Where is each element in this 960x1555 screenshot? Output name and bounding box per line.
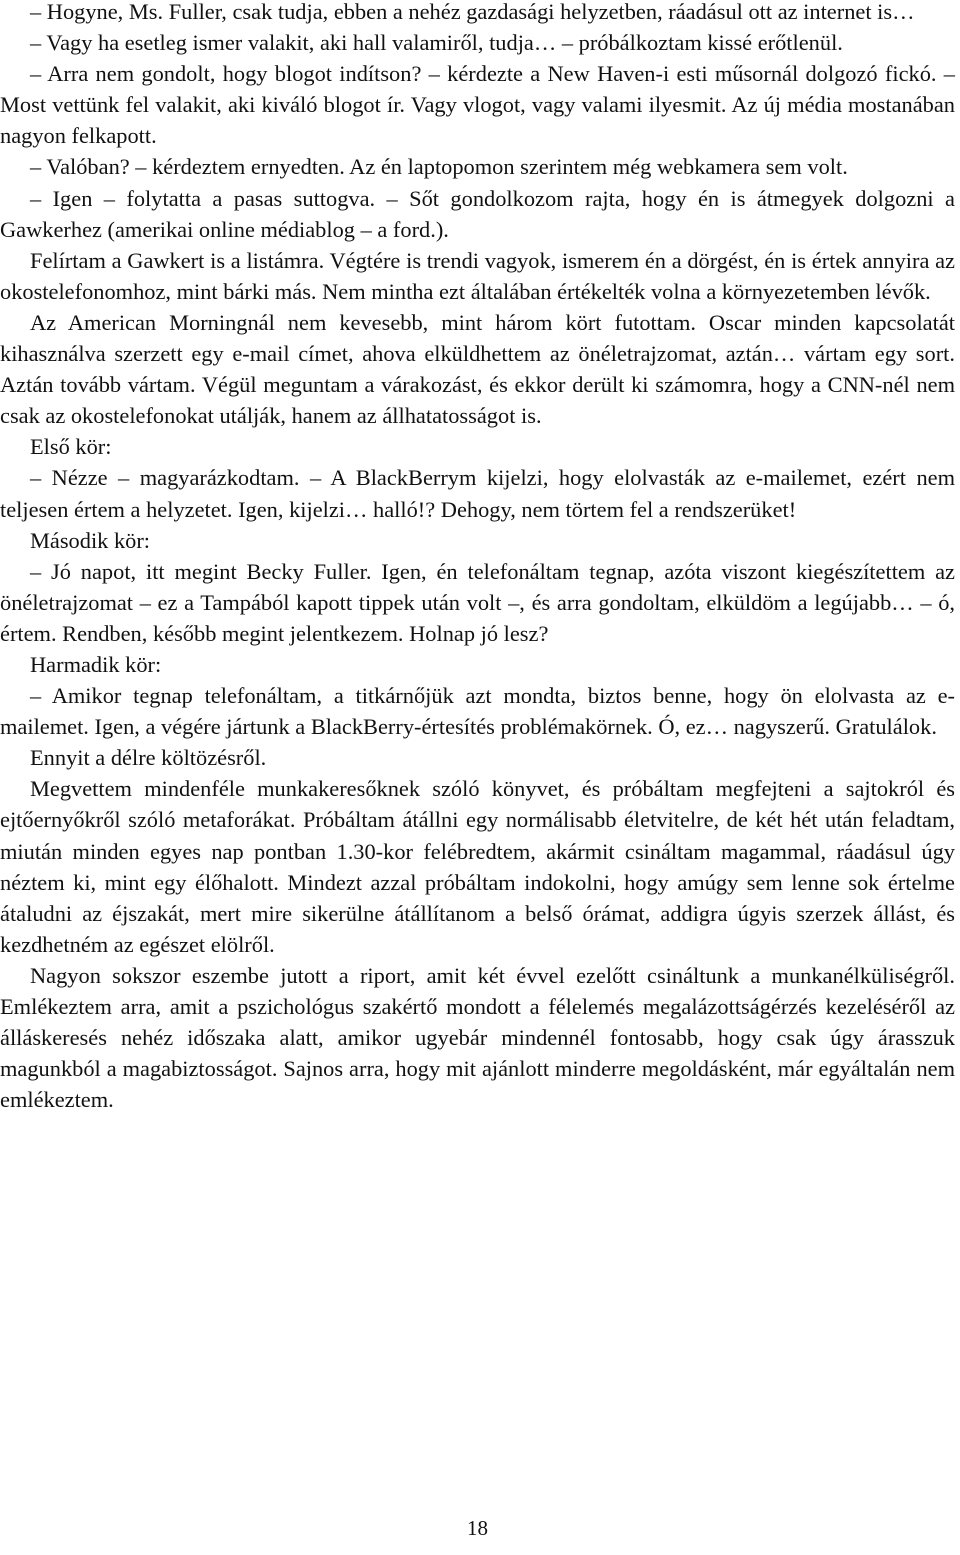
paragraph: Második kör:: [30, 527, 151, 553]
paragraph: – Jó napot, itt megint Becky Fuller. Igen, én telefonáltam tegnap, azóta viszont kiegészítettem az önéletrajzomat – ez a Tampából kapott tippek után volt –, és arra gondoltam, elküldöm a legújabb… – ó, értem. Rendben, később megint jelentkezem. Holnap jó lesz?: [0, 558, 955, 646]
paragraph: – Nézze – magyarázkodtam. – A BlackBerrym kijelzi, hogy elolvasták az e-mailemet, ezért nem teljesen értem a helyzetet. Igen, kijelzi… halló!? Dehogy, nem törtem fel a rendszerüket!: [0, 465, 955, 522]
paragraph: – Vagy ha esetleg ismer valakit, aki hall valamiről, tudja… – próbálkoztam kissé erőtlenül.: [30, 30, 843, 56]
paragraph: Ennyit a délre költözésről.: [30, 745, 267, 771]
paragraph: Első kör:: [30, 434, 112, 460]
paragraph: – Valóban? – kérdeztem ernyedten. Az én laptopomon szerintem még webkamera sem volt.: [30, 154, 848, 180]
paragraph: – Hogyne, Ms. Fuller, csak tudja, ebben a nehéz gazdasági helyzetben, ráadásul ott az internet is…: [30, 0, 915, 24]
paragraph: Az American Morningnál nem kevesebb, mint három kört futottam. Oscar minden kapcsolatát kihasználva szerzett egy e-mail címet, ahova elküldhettem az önéletrajzomat, aztán… vártam egy sort. Aztán tovább vártam. Végül meguntam a várakozást, és ekkor derült ki számomra, hogy a CNN-nél nem csak az okostelefonokat utálják, hanem az állhatatosságot is.: [0, 309, 955, 429]
paragraph: Felírtam a Gawkert is a listámra. Végtére is trendi vagyok, ismerem én a dörgést, én is értek annyira az okostelefonomhoz, mint bárki más. Nem mintha ezt általában értékelték volna a környezetemben lévők.: [0, 247, 955, 304]
paragraph: – Arra nem gondolt, hogy blogot indítson? – kérdezte a New Haven-i esti műsornál dolgozó fickó. – Most vettünk fel valakit, aki kiváló blogot ír. Vagy vlogot, vagy valami ilyesmit. Az új média mostanában nagyon felkapott.: [0, 61, 955, 149]
paragraph: Harmadik kör:: [30, 651, 162, 677]
page-number: 18: [467, 1516, 488, 1540]
paragraph: – Amikor tegnap telefonáltam, a titkárnőjük azt mondta, biztos benne, hogy ön elolvasta az e-mailemet. Igen, a végére jártunk a BlackBerry-értesítés problémakörnek. Ó, ez… nagyszerű. Gratulálok.: [0, 683, 955, 740]
paragraph: Nagyon sokszor eszembe jutott a riport, amit két évvel ezelőtt csináltunk a munkanélküliségről. Emlékeztem arra, amit a pszichológus szakértő mondott a félelemés megalázottságérzés kezeléséről az álláskeresés nehéz időszaka alatt, amikor ugyebár mindennél fontosabb, hogy csak úgy árasszuk magunkból a magabiztosságot. Sajnos arra, hogy mit ajánlott minderre megoldásként, már egyáltalán nem emlékeztem.: [0, 962, 955, 1113]
paragraph: – Igen – folytatta a pasas suttogva. – Sőt gondolkozom rajta, hogy én is átmegyek dolgozni a Gawkerhez (amerikai online médiablog – a ford.).: [0, 185, 955, 242]
paragraph: Megvettem mindenféle munkakeresőknek szóló könyvet, és próbáltam megfejteni a sajtokról és ejtőernyőkről szóló metaforákat. Próbáltam átállni egy normálisabb életvitelre, de két hét után feladtam, miután minden egyes nap pontban 1.30-kor felébredtem, akármit csináltam magammal, ráadásul úgy néztem ki, mint egy élőhalott. Mindezt azzal próbáltam indokolni, hogy amúgy sem lenne sok értelme átaludni az éjszakát, mert mire sikerülne átállítanom a belső órámat, addigra úgyis szerzek állást, és kezdhetném az egészet elölről.: [0, 776, 955, 957]
